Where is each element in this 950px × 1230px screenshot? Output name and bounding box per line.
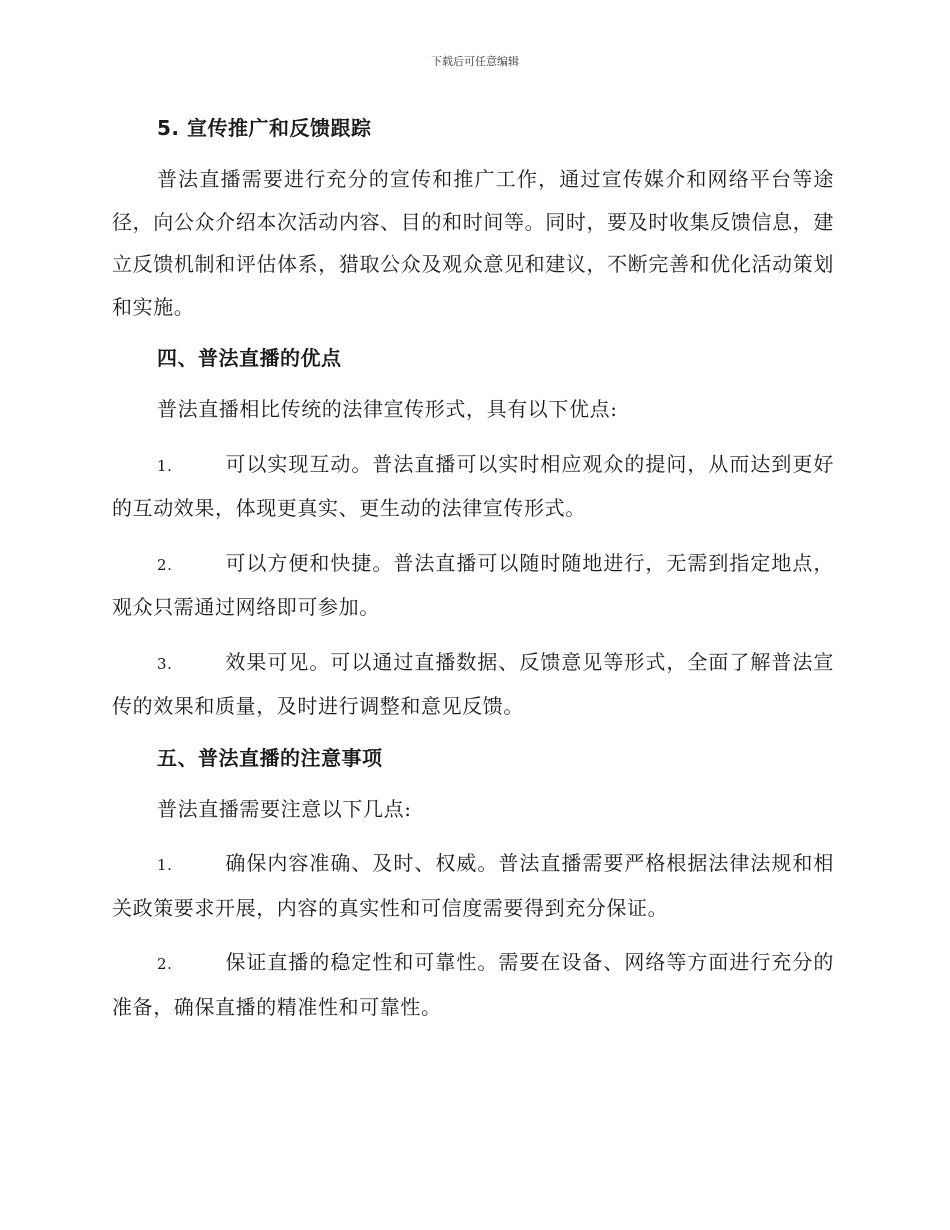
paragraph-advantages-intro: 普法直播相比传统的法律宣传形式，具有以下优点: xyxy=(157,397,618,421)
list-number: 2. xyxy=(157,955,173,973)
list-number: 3. xyxy=(157,654,173,673)
list-number: 2. xyxy=(157,555,173,574)
list-item xyxy=(112,842,834,929)
list-item xyxy=(112,443,834,530)
list-number: 1. xyxy=(157,856,173,874)
list-number: 1. xyxy=(157,456,173,475)
document-body xyxy=(112,110,834,1028)
list-item xyxy=(112,542,834,629)
section-heading-precautions: 五、普法直播的注意事项 xyxy=(157,745,383,770)
list-item xyxy=(112,941,834,1028)
list-item-text: 保证直播的稳定性和可靠性。需要在设备、网络等方面进行充分的准备，确保直播的精准性和可靠性。 xyxy=(112,950,834,1019)
section-heading-promotion: 5. 宣传推广和反馈跟踪 xyxy=(157,116,372,140)
list-item-text: 可以实现互动。普法直播可以实时相应观众的提问，从而达到更好的互动效果，体现更真实、更生动的法律宣传形式。 xyxy=(112,451,834,520)
paragraph-precautions-intro: 普法直播需要注意以下几点: xyxy=(157,796,412,821)
list-item xyxy=(112,641,834,728)
list-item-text: 可以方便和快捷。普法直播可以随时随地进行，无需到指定地点，观众只需通过网络即可参加。 xyxy=(112,550,834,619)
list-item-text: 效果可见。可以通过直播数据、反馈意见等形式，全面了解普法宣传的效果和质量，及时进行调整和意见反馈。 xyxy=(112,649,834,718)
section-heading-advantages: 四、普法直播的优点 xyxy=(157,346,342,370)
paragraph-promotion: 普法直播需要进行充分的宣传和推广工作，通过宣传媒介和网络平台等途径，向公众介绍本次活动内容、目的和时间等。同时，要及时收集反馈信息，建立反馈机制和评估体系，猎取公众及观众意见和建议，不断完善和优化活动策划和实施。 xyxy=(112,167,834,319)
list-item-text: 确保内容准确、及时、权威。普法直播需要严格根据法律法规和相关政策要求开展，内容的真实性和可信度需要得到充分保证。 xyxy=(112,851,834,920)
header-note: 下载后可任意编辑 xyxy=(431,55,519,68)
